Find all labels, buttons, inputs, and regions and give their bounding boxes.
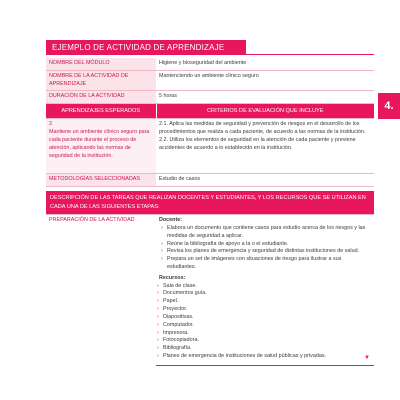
metodologias-row [46, 174, 374, 187]
activity-name-label: NOMBRE DE LA ACTIVIDAD DE APRENDIZAJE [46, 70, 156, 91]
list-item: › Elabora un documento que contiene casos para estudio acerca de los riesgos y las medidas de seguridad a aplicar. [167, 225, 371, 241]
list-item: › Documentos guía. [163, 290, 371, 298]
activity-title: EJEMPLO DE ACTIVIDAD DE APRENDIZAJE [46, 40, 246, 54]
aprendizaje-text: Mantiene un ambiente clínico seguro para cada paciente durante el proceso de atención, aplicando las normas de seguridad de la institución. [49, 129, 150, 159]
criterio-item: 2.2. Utiliza los elementos de seguridad en la atención de cada paciente y previene accidentes de acuerdo a lo establecido en la institución. [159, 137, 356, 151]
activity-name-row [46, 70, 374, 91]
duration-value: 5 horas [156, 91, 374, 104]
recursos-list [159, 283, 371, 361]
metodologias-label: METODOLOGÍAS SELECCIONADAS [46, 174, 156, 187]
list-item: › Planes de emergencia de instituciones de salud públicas y privadas. [163, 353, 371, 361]
continue-arrow-icon: ▼ [364, 355, 370, 362]
page-number-tab: 4. [378, 93, 400, 119]
criterio-item: 2.1. Aplica las medidas de seguridad y prevención de riesgos en el desarrollo de los procedimientos que realiza a cada paciente, de acuerdo a las normas de la institución. [159, 121, 366, 136]
title-divider [46, 54, 374, 55]
list-item: › Fotocopiadora. [163, 337, 371, 345]
headers-row [46, 104, 374, 119]
list-item: › Reúne la bibliografía de apoyo a la o el estudiante. [167, 241, 371, 249]
preparacion-content [156, 215, 374, 366]
list-item: › Papel. [163, 298, 371, 306]
module-label: NOMBRE DEL MÓDULO [46, 58, 156, 70]
module-value: Higiene y bioseguridad del ambiente [156, 58, 374, 70]
list-item: › Proyector. [163, 306, 371, 314]
module-row [46, 58, 374, 70]
preparacion-row [46, 215, 374, 366]
criterios-cell [156, 119, 374, 174]
list-item: › Bibliografía. [163, 345, 371, 353]
aprendizaje-cell [46, 119, 156, 174]
aprendizajes-header: APRENDIZAJES ESPERADOS [46, 104, 156, 119]
descripcion-header: DESCRIPCIÓN DE LAS TAREAS QUE REALIZAN DOCENTES Y ESTUDIANTES, Y LOS RECURSOS QUE SE UTILIZAN EN CADA UNA DE LAS SIGUIENTES ETAPAS: [46, 191, 374, 214]
activity-card [46, 40, 374, 366]
list-item: › Sala de clase. [163, 283, 371, 291]
docente-heading: Docente: [159, 217, 183, 224]
list-item: › Revisa los planes de emergencia y seguridad de distintas instituciones de salud. [167, 248, 371, 256]
duration-label: DURACIÓN DE LA ACTIVIDAD [46, 91, 156, 104]
aprendizaje-number: 2. [49, 121, 54, 128]
list-item: › Impresora. [163, 330, 371, 338]
recursos-heading: Recursos: [159, 274, 186, 281]
list-item: › Computador. [163, 322, 371, 330]
metodologias-value: Estudio de casos [156, 174, 374, 187]
learning-row [46, 119, 374, 174]
preparacion-label: PREPARACIÓN DE LA ACTIVIDAD [46, 215, 156, 366]
descripcion-row [46, 191, 374, 214]
activity-table [46, 58, 374, 366]
docente-list [159, 225, 371, 272]
activity-name-value: Mantenciendo un ambiente clínico seguro [156, 70, 374, 91]
list-item: › Prepara un set de imágenes con situaciones de riesgo para ilustrar a sus estudiantes. [167, 256, 371, 272]
duration-row [46, 91, 374, 104]
list-item: › Diapositivas. [163, 314, 371, 322]
criterios-header: CRITERIOS DE EVALUACIÓN QUE INCLUYE [156, 104, 374, 119]
